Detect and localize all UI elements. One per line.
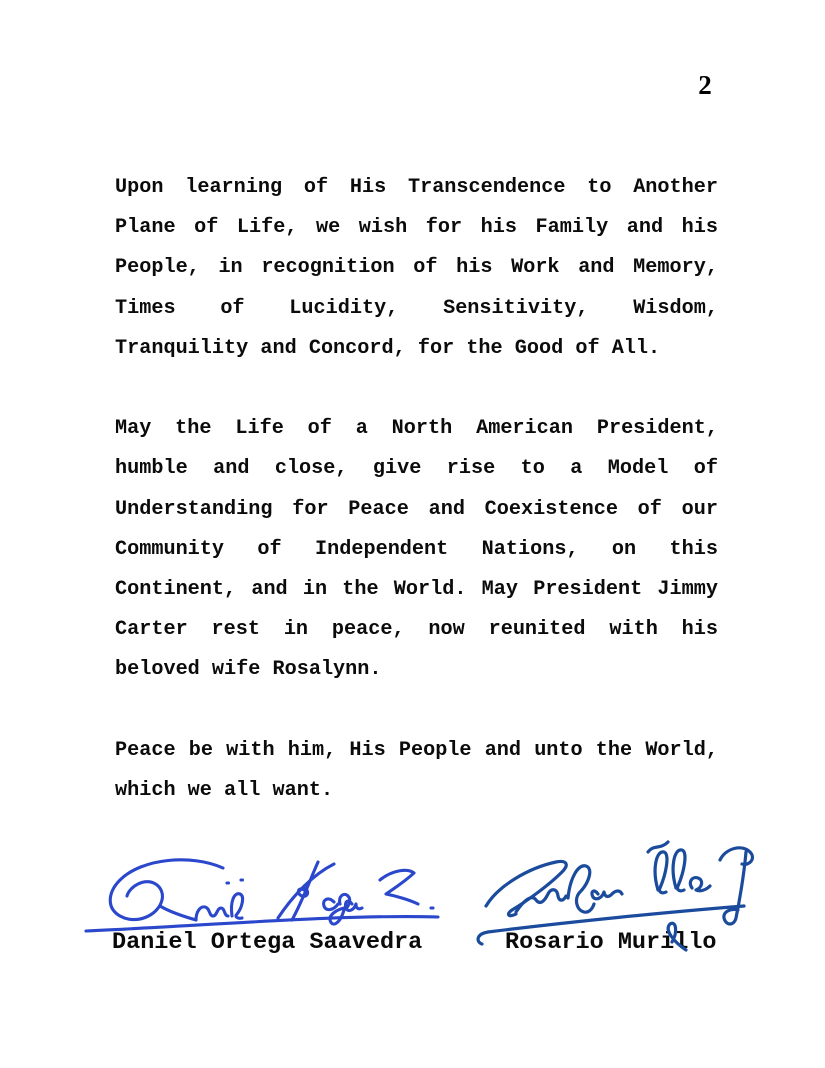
text-line: May the Life of a North American President, [115,417,718,441]
paragraph-3 [115,731,718,811]
text-line: Tranquility and Concord, for the Good of All. [115,336,661,360]
signature-daniel-ortega [82,846,442,936]
text-line: beloved wife Rosalynn. [115,658,382,682]
signer-name-rosario-murillo: Rosario Murillo [505,929,717,956]
text-line: Plane of Life, we wish for his Family and his [115,216,718,240]
text-line: Peace be with him, His People and unto the World, [115,738,718,762]
text-line: which we all want. [115,778,334,802]
text-line: People, in recognition of his Work and Memory, [115,256,718,280]
text-line: humble and close, give rise to a Model of [115,457,718,481]
signature-rosario-murillo [458,830,770,958]
paragraph-2 [115,409,718,690]
signer-name-daniel-ortega: Daniel Ortega Saavedra [112,929,423,956]
text-line: Continent, and in the World. May President Jimmy [115,577,718,601]
text-line: Community of Independent Nations, on this [115,537,718,561]
paragraph-1 [115,168,718,369]
text-line: Carter rest in peace, now reunited with his [115,618,718,642]
page-number: 2 [698,70,712,100]
text-line: Understanding for Peace and Coexistence of our [115,497,718,521]
text-line: Times of Lucidity, Sensitivity, Wisdom, [115,296,718,320]
letter-body [115,168,718,811]
text-line: Upon learning of His Transcendence to Another [115,176,718,199]
